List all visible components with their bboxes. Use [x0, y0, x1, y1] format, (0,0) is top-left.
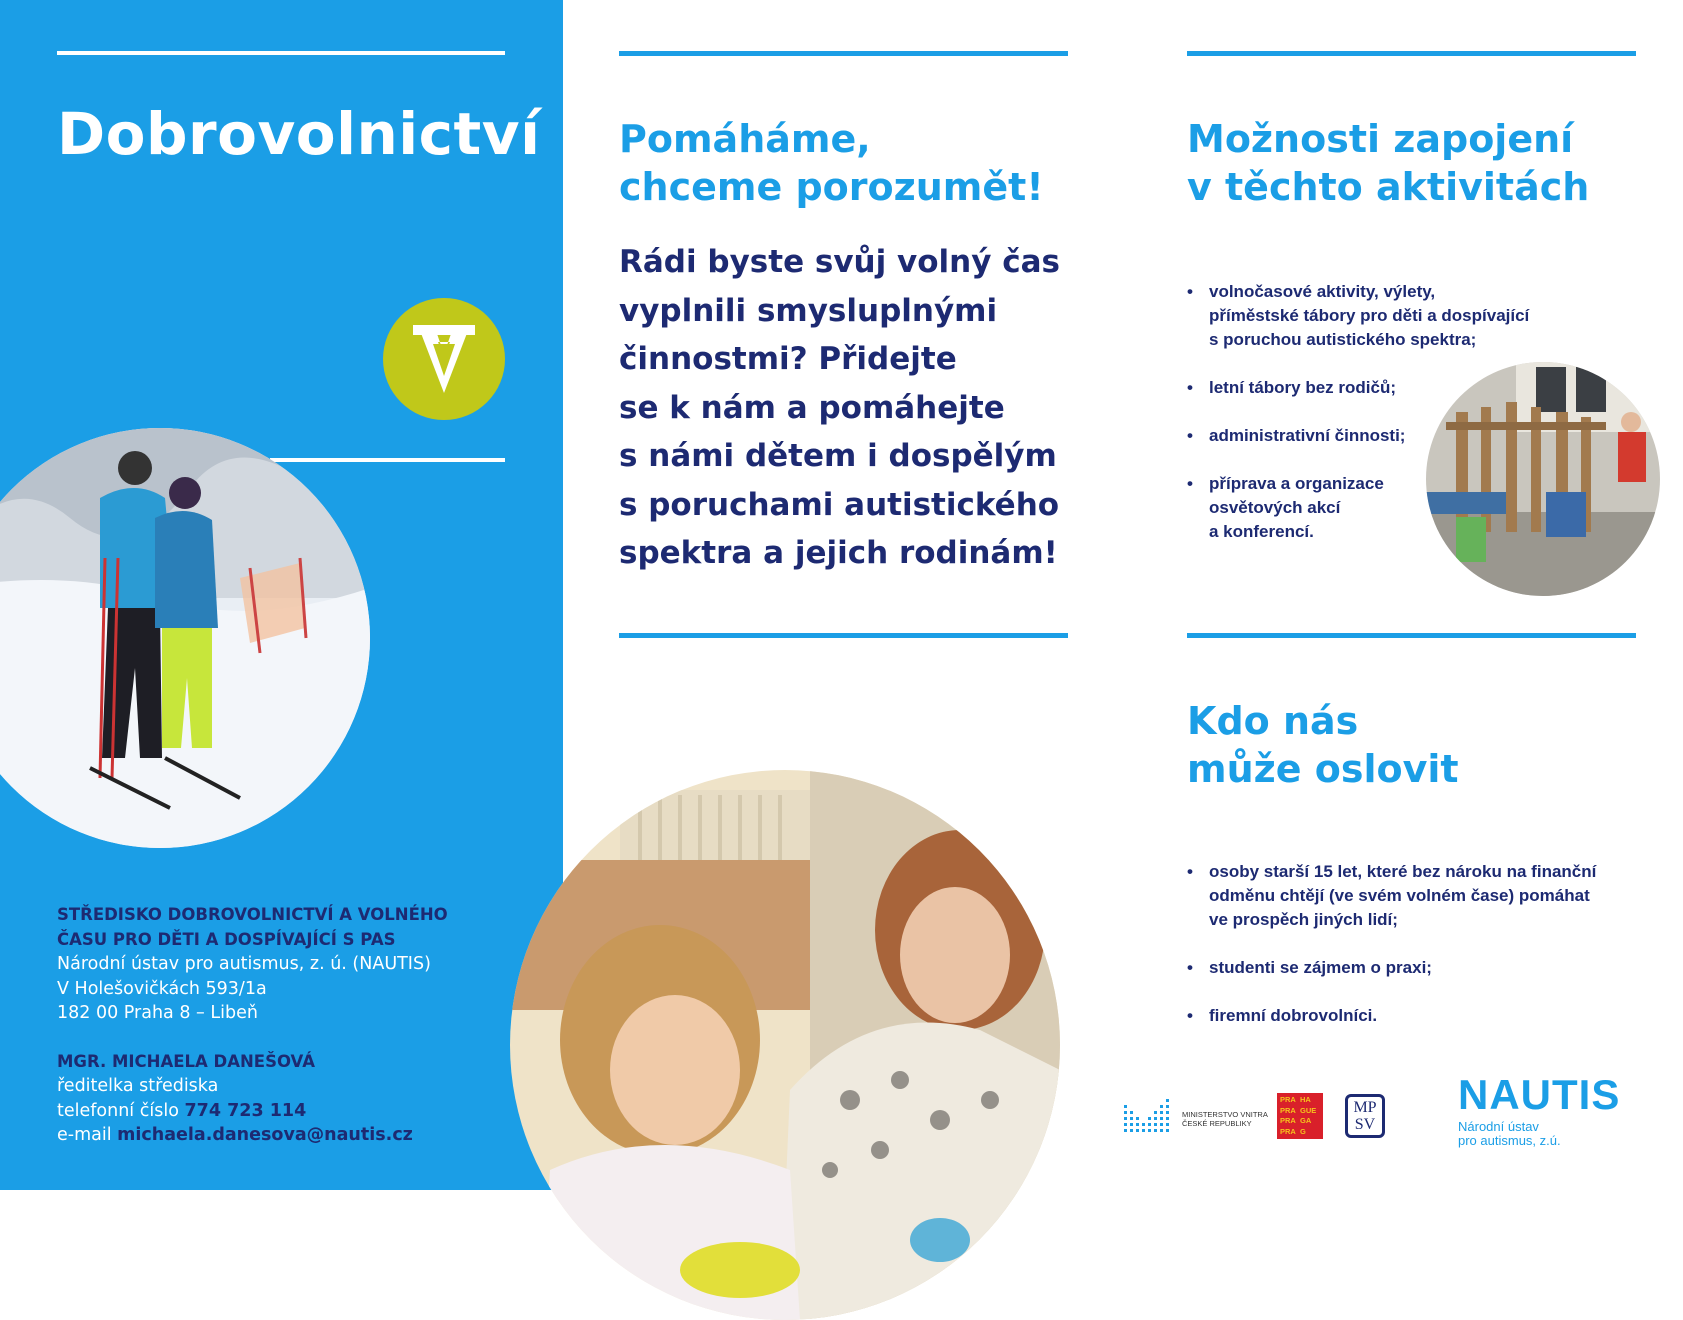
center-name-line2: ČASU PRO DĚTI A DOSPÍVAJÍCÍ S PAS	[57, 929, 396, 949]
lead-line: se k nám a pomáhejte	[619, 389, 1005, 426]
prague-logo	[1277, 1093, 1323, 1139]
photo-girl-and-volunteer	[510, 770, 1060, 1320]
lead-line: činnostmi? Přidejte	[619, 341, 957, 377]
org-name: Národní ústav pro autismus, z. ú. (NAUTIS)	[57, 954, 431, 974]
prague-logo-text: PRA	[1280, 1095, 1296, 1104]
nautis-emblem-logo	[383, 298, 505, 420]
page-title: Dobrovolnictví	[57, 100, 541, 168]
center-name-line1: STŘEDISKO DOBROVOLNICTVÍ A VOLNÉHO	[57, 905, 448, 924]
nautis-subtitle-line1: Národní ústav	[1458, 1119, 1539, 1134]
middle-heading-line2: chceme porozumět!	[619, 165, 1044, 209]
list-item: • volnočasové aktivity, výlety, příměstské tábory pro děti a dospívající s poruchou autistického spektra;	[1187, 280, 1607, 352]
prague-logo-text: GA	[1300, 1116, 1312, 1125]
contact-person: MGR. MICHAELA DANEŠOVÁ	[57, 1051, 315, 1071]
inverted-a-icon	[383, 298, 505, 420]
divider-line	[619, 633, 1068, 638]
list-item: • studenti se zájmem o praxi;	[1187, 956, 1657, 980]
ministry-interior-text	[1182, 1110, 1268, 1128]
middle-heading	[619, 115, 1044, 211]
lead-paragraph	[619, 238, 1089, 578]
list-item: • příprava a organizace osvětových akcí a konferencí.	[1187, 472, 1607, 544]
who-heading	[1187, 697, 1459, 793]
nautis-subtitle-line2: pro autismus, z.ú.	[1458, 1133, 1561, 1148]
ministry-line1: MINISTERSTVO VNITRA	[1182, 1110, 1268, 1119]
phone-label: telefonní číslo	[57, 1100, 185, 1121]
mpsv-logo	[1345, 1094, 1385, 1138]
city-address: 182 00 Praha 8 – Libeň	[57, 1003, 258, 1023]
contact-block	[57, 903, 557, 1148]
email-row	[57, 1123, 557, 1148]
list-item: • firemní dobrovolníci.	[1187, 1004, 1657, 1028]
email-link[interactable]: michaela.danesova@nautis.cz	[117, 1125, 413, 1145]
prague-logo-text: HA	[1300, 1095, 1311, 1104]
phone-row	[57, 1099, 557, 1124]
lead-line: s poruchami autistického	[619, 486, 1060, 523]
who-list	[1187, 836, 1657, 1052]
ministry-interior-logo	[1124, 1095, 1176, 1135]
prague-logo-text: PRA	[1280, 1116, 1296, 1125]
activities-heading-line1: Možnosti zapojení	[1187, 117, 1574, 161]
nautis-wordmark: NAUTIS	[1458, 1071, 1621, 1118]
lead-line: vyplnili smysluplnými	[619, 292, 998, 329]
photo-skiers	[0, 428, 370, 848]
divider-line	[619, 51, 1068, 56]
lead-line: spektra a jejich rodinám!	[619, 535, 1058, 571]
activities-heading	[1187, 115, 1589, 211]
middle-heading-line1: Pomáháme,	[619, 117, 871, 161]
prague-logo-text: G	[1300, 1126, 1306, 1136]
list-item: • administrativní činnosti;	[1187, 424, 1607, 448]
prague-logo-text: PRA	[1280, 1126, 1296, 1136]
phone-number[interactable]: 774 723 114	[184, 1100, 307, 1121]
list-item: • osoby starší 15 let, které bez nároku na finanční odměnu chtějí (ve svém volném čase) pomáhat ve prospěch jiných lidí;	[1187, 860, 1657, 932]
left-panel	[0, 0, 563, 1190]
list-item: • letní tábory bez rodičů;	[1187, 376, 1607, 400]
contact-role: ředitelka střediska	[57, 1076, 219, 1096]
photo-wooden-structure	[1426, 362, 1660, 596]
lead-line: s námi dětem i dospělým	[619, 438, 1057, 474]
email-label: e-mail	[57, 1125, 118, 1145]
divider-line	[1187, 51, 1636, 56]
nautis-logo	[1458, 1071, 1621, 1148]
divider-line	[1187, 633, 1636, 638]
activities-heading-line2: v těchto aktivitách	[1187, 165, 1590, 209]
prague-logo-text: PRA	[1280, 1105, 1296, 1115]
who-heading-line1: Kdo nás	[1187, 699, 1359, 743]
divider-line	[57, 51, 505, 55]
prague-logo-text: GUE	[1300, 1105, 1317, 1115]
mpsv-logo-text: SV	[1354, 1116, 1376, 1133]
lead-line: Rádi byste svůj volný čas	[619, 244, 1060, 280]
who-heading-line2: může oslovit	[1187, 747, 1459, 791]
divider-line	[270, 458, 505, 462]
mpsv-logo-text: MP	[1353, 1099, 1377, 1116]
ministry-line2: ČESKÉ REPUBLIKY	[1182, 1119, 1252, 1128]
street-address: V Holešovičkách 593/1a	[57, 978, 267, 999]
